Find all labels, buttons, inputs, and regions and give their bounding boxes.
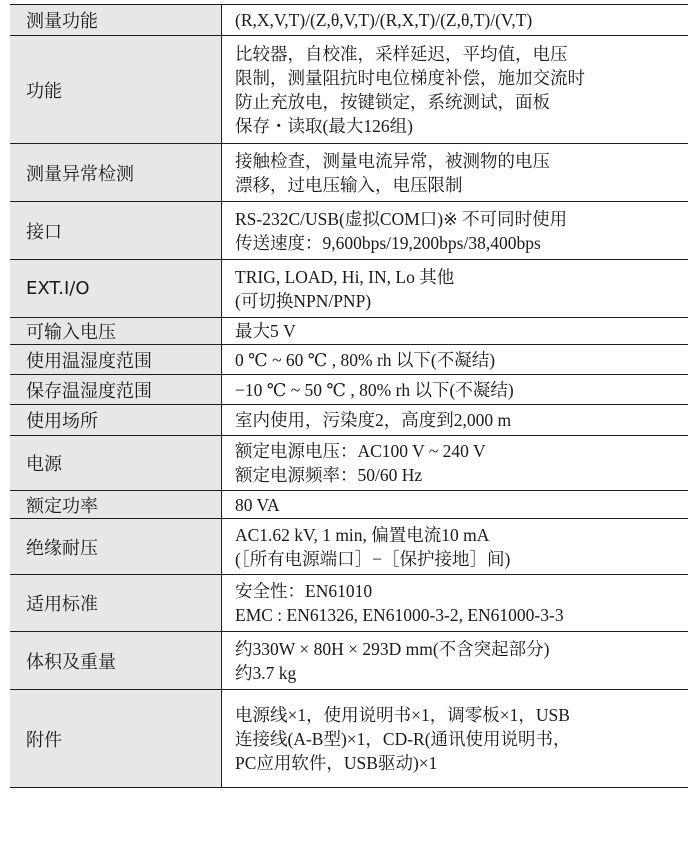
spec-value-line: −10 ℃ ~ 50 ℃ , 80% rh 以下(不凝结) [235,379,514,400]
spec-value [222,632,689,690]
spec-value [222,690,689,788]
spec-value-line: 室内使用，污染度2，高度到2,000 m [235,410,512,430]
spec-value [222,491,689,519]
spec-label: 绝缘耐压 [10,519,222,575]
spec-value-line: 防止充放电，按键锁定，系统测试，面板 [235,91,550,112]
spec-value-line: TRIG, LOAD, Hi, IN, Lo 其他 [235,266,455,287]
spec-value-line: 电源线×1，使用说明书×1，调零板×1，USB [235,704,570,725]
spec-label: 测量异常检测 [10,144,222,202]
spec-label: 额定功率 [10,491,222,519]
spec-row [10,632,688,690]
spec-row [10,260,688,318]
spec-value-line: 保存・读取(最大126组) [235,115,413,136]
spec-row [10,575,688,632]
spec-value-line: 约330W × 80H × 293D mm(不含突起部分) [235,638,550,659]
spec-value-line: 连接线(A-B型)×1，CD-R(通讯使用说明书， [235,728,571,749]
spec-value [222,345,689,375]
spec-value [222,260,689,318]
spec-row [10,318,688,345]
spec-table-body [10,5,688,788]
spec-value [222,519,689,575]
spec-value [222,405,689,436]
spec-value-line: 安全性：EN61010 [235,581,373,601]
spec-value-line: 传送速度：9,600bps/19,200bps/38,400bps [235,232,541,253]
spec-row [10,345,688,375]
spec-label: 接口 [10,202,222,260]
spec-value [222,144,689,202]
spec-value [222,318,689,345]
spec-value [222,436,689,491]
spec-value-line: 80 VA [235,494,280,515]
spec-row [10,5,688,36]
spec-value-line: (［所有电源端口］−［保护接地］间) [235,548,511,569]
spec-value-line: 接触检查，测量电流异常，被测物的电压 [235,150,550,171]
spec-label: 可输入电压 [10,318,222,345]
spec-row [10,690,688,788]
spec-row [10,202,688,260]
spec-label: 测量功能 [10,5,222,36]
spec-value-line: EMC : EN61326, EN61000-3-2, EN61000-3-3 [235,605,564,625]
spec-value-line: (可切换NPN/PNP) [235,290,372,311]
spec-label: 使用温湿度范围 [10,345,222,375]
spec-value-line: 限制，测量阻抗时电位梯度补偿，施加交流时 [235,67,585,88]
spec-label: 使用场所 [10,405,222,436]
spec-value-line: AC1.62 kV, 1 min, 偏置电流10 mA [235,524,490,545]
spec-label: 适用标准 [10,575,222,632]
spec-label: 功能 [10,36,222,144]
spec-row [10,36,688,144]
spec-value-line: 额定电源电压：AC100 V ~ 240 V [235,441,486,461]
spec-label: EXT.I/O [10,260,222,318]
spec-row [10,491,688,519]
spec-value-line: (R,X,V,T)/(Z,θ,V,T)/(R,X,T)/(Z,θ,T)/(V,T) [235,10,533,30]
spec-label: 保存温湿度范围 [10,375,222,405]
spec-value [222,36,689,144]
spec-value-line: 漂移，过电压输入，电压限制 [235,174,463,195]
spec-value-line: 额定电源频率：50/60 Hz [235,465,423,485]
spec-value-line: 比较器，自校准，采样延迟，平均值，电压 [235,43,568,64]
spec-value-line: RS-232C/USB(虚拟COM口)※ 不可同时使用 [235,208,568,229]
spec-row [10,405,688,436]
spec-row [10,519,688,575]
spec-label: 体积及重量 [10,632,222,690]
spec-value-line: 最大5 V [235,321,296,341]
spec-value-line: 约3.7 kg [235,662,297,683]
spec-row [10,144,688,202]
spec-label: 附件 [10,690,222,788]
spec-value-line: PC应用软件，USB驱动)×1 [235,752,438,773]
spec-label: 电源 [10,436,222,491]
spec-value [222,202,689,260]
spec-value [222,5,689,36]
spec-table [10,4,688,788]
spec-row [10,375,688,405]
spec-value [222,575,689,632]
spec-value-line: 0 ℃ ~ 60 ℃ , 80% rh 以下(不凝结) [235,349,496,370]
spec-row [10,436,688,491]
spec-value [222,375,689,405]
